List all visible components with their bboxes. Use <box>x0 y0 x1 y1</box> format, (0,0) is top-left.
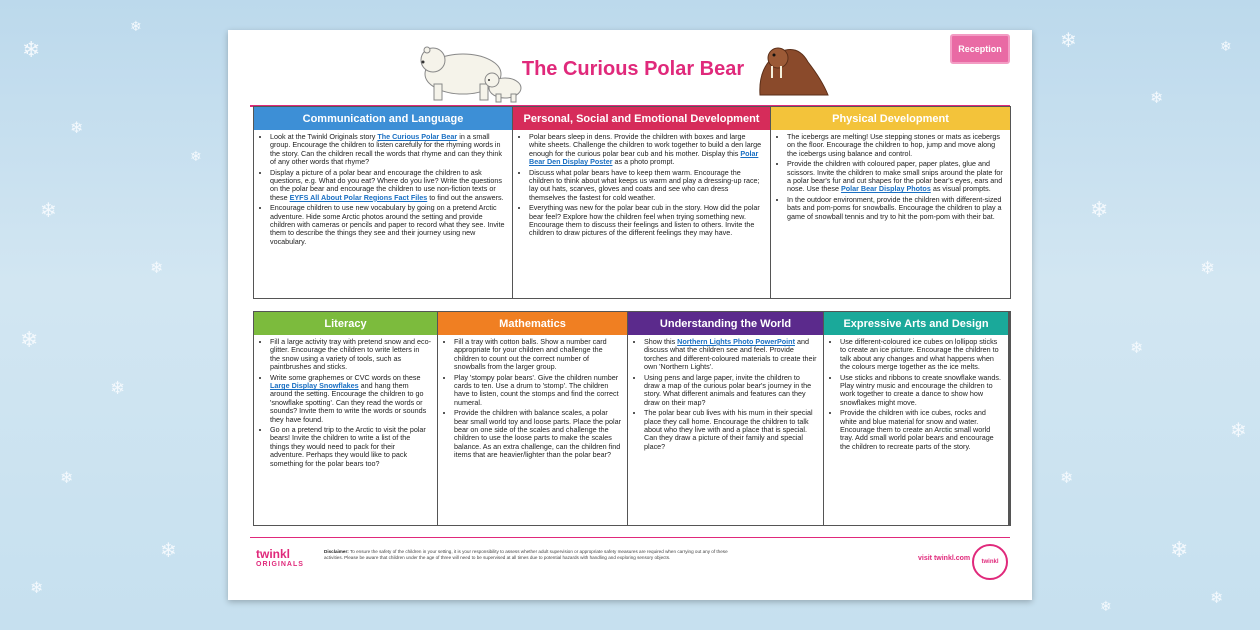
snowflake-icon: ❄ <box>22 38 41 63</box>
snowflake-icon: ❄ <box>20 328 39 353</box>
disclaimer-label: Disclaimer: <box>324 549 349 554</box>
section-mathematics <box>438 312 627 525</box>
activity-list <box>254 130 512 248</box>
activity-item <box>787 133 1004 158</box>
activity-item <box>787 160 1004 194</box>
section-personal <box>513 107 770 298</box>
activity-text: Everything was new for the polar bear cub in the story. How did the polar bear feel? Explore how the children feel when trying something new. Encourage them to discuss their feelings and listen to others. Invite the children to draw pictures of the different feelings they may have. <box>529 203 760 238</box>
twinkl-logo[interactable] <box>256 547 304 568</box>
activity-text: The polar bear cub lives with his mum in their special place they call home. Encourage the children to talk about who they live with and a place that is special. Can they draw a picture of their family and special place? <box>644 408 813 451</box>
activity-text: in a small group. Encourage the children to listen carefully for the rhyming words in the story. Can the children recall the words that rhyme and can they think of any other words that rhyme? <box>270 132 502 167</box>
activity-list <box>513 130 770 240</box>
activity-text: Provide the children with balance scales, a polar bear small world toy and loose parts. Place the polar bear on one side of the scales and challenge the children to use the loose parts to make the scales balance. As an extra challenge, can the children find items that are heavier/lighter than the polar bear? <box>454 408 621 460</box>
resource-link[interactable]: Northern Lights Photo PowerPoint <box>677 337 795 346</box>
activity-item <box>840 409 1002 451</box>
activity-text: The icebergs are melting! Use stepping stones or mats as icebergs on the floor. Encourage the children to hop, jump and move along the icebergs using balance and control. <box>787 132 1000 158</box>
activity-item <box>270 169 506 203</box>
activity-item <box>454 409 621 459</box>
twinkl-seal: twinkl <box>972 544 1008 580</box>
snowflake-icon: ❄ <box>1170 538 1189 563</box>
snowflake-icon: ❄ <box>1200 258 1216 279</box>
activity-item <box>840 374 1002 408</box>
snowflake-icon: ❄ <box>1220 39 1232 55</box>
section-physical <box>771 107 1010 298</box>
activity-text: Write some graphemes or CVC words on these <box>270 372 421 382</box>
activity-text: Provide the children with ice cubes, rocks and white and blue material for snow and water. Encourage them to create an Arctic small world tray. Add small world polar bears and encourage the children to recreate parts of the story. <box>840 408 994 451</box>
activity-text: Polar bears sleep in dens. Provide the children with boxes and large white sheets. Challenge the children to work together to build a den large enough for the curious polar bear cub and his mother. Display this <box>529 132 762 158</box>
activity-text: Play 'stompy polar bears'. Give the children number cards to ten. Use a drum to 'stomp'. The children have to listen, count the stomps and find the correct numeral. <box>454 372 619 407</box>
activity-item <box>270 426 431 468</box>
activity-item <box>270 133 506 167</box>
snowflake-icon: ❄ <box>40 198 57 222</box>
resource-link[interactable]: Large Display Snowflakes <box>270 381 359 391</box>
activity-text: Provide the children with coloured paper, paper plates, glue and scissors. Invite the children to make small snips around the plate for a polar bear's fur and cut shapes for the polar bear's eyes, ears and nose. Use these <box>787 159 1003 194</box>
section-heading: Understanding the World <box>628 312 823 335</box>
snowflake-icon: ❄ <box>60 468 74 487</box>
activity-list <box>824 335 1008 453</box>
activity-list <box>628 335 823 453</box>
snowflake-icon: ❄ <box>30 578 44 597</box>
section-heading: Communication and Language <box>254 107 512 130</box>
page-title: The Curious Polar Bear <box>521 58 745 80</box>
section-literacy <box>254 312 437 525</box>
reception-badge: Reception <box>950 34 1010 64</box>
activity-text: Discuss what polar bears have to keep them warm. Encourage the children to think about what keeps us warm and play a dressing-up race; lay out hats, scarves, gloves and coats and see who can dress themselves the fastest for cold weather. <box>529 167 760 202</box>
section-world <box>628 312 823 525</box>
snowflake-icon: ❄ <box>1130 338 1144 357</box>
activity-item <box>644 374 817 408</box>
activity-text: as visual prompts. <box>930 184 991 194</box>
activity-text: Go on a pretend trip to the Arctic to visit the polar bears! Invite the children to write a list of the things they would need to pack for their adventure. Perhaps they would like to pack something for the polar bears too? <box>270 425 426 468</box>
snowflake-icon: ❄ <box>1060 28 1077 52</box>
activity-item <box>454 374 621 408</box>
activity-text: and hang them around the setting. Encourage the children to go 'snowflake spotting'. Can they read the words or sounds? Invite them to write the words or sounds they have found. <box>270 381 427 424</box>
snowflake-icon: ❄ <box>1210 588 1224 607</box>
snowflake-icon: ❄ <box>130 19 142 35</box>
activity-item <box>529 133 764 167</box>
visit-link[interactable]: visit twinkl.com <box>918 555 971 562</box>
activity-text: Use sticks and ribbons to create snowflake wands. Play wintry music and encourage the children to work together to create a dance to show how snowflakes might move. <box>840 372 1001 407</box>
activity-text: Use different-coloured ice cubes on lollipop sticks to create an ice picture. Encourage the children to talk about any changes and what happens when the colours merge together as the ice melts. <box>840 337 999 372</box>
section-heading: Literacy <box>254 312 437 335</box>
snowflake-icon: ❄ <box>190 149 202 165</box>
activity-text: Display a picture of a polar bear and encourage the children to ask questions, e.g. What do you eat? Where do you live? Write the questions on the polar bear and encourage the children to use non-fiction texts or these <box>270 167 502 202</box>
bottom-row <box>253 311 1011 526</box>
activity-text: as a photo prompt. <box>612 157 675 167</box>
resource-link[interactable]: EYFS All About Polar Regions Fact Files <box>289 192 428 202</box>
top-row <box>253 106 1011 299</box>
activity-text: Show this <box>644 337 678 346</box>
activity-list <box>771 130 1010 223</box>
polar-bear-illustration <box>408 38 533 104</box>
disclaimer <box>324 549 744 561</box>
resource-link[interactable]: Polar Bear Display Photos <box>840 184 931 194</box>
activity-text: Encourage children to use new vocabulary by going on a pretend Arctic adventure. Hide some Arctic photos around the setting and provide children with cameras or pencils and paper to record what they see. Invite them to describe the things they see and their journey using new vocabulary. <box>270 203 505 246</box>
section-communication <box>254 107 512 298</box>
activity-list <box>438 335 627 462</box>
activity-item <box>454 338 621 372</box>
activity-item <box>644 338 817 372</box>
activity-item <box>787 196 1004 221</box>
activity-text: In the outdoor environment, provide the children with different-sized bats and pom-poms for snowballs. Encourage the children to play a game of snowball tennis and try to hit the pom-pom with their bat. <box>787 194 1002 221</box>
activity-sheet <box>228 30 1032 600</box>
activity-item <box>270 374 431 424</box>
snowflake-icon: ❄ <box>160 538 177 562</box>
activity-item <box>529 204 764 238</box>
activity-text: and discuss what the children see and feel. Provide torches and different-coloured materials to create their own 'Northern Lights'. <box>644 337 817 372</box>
activity-item <box>270 338 431 372</box>
activity-item <box>270 204 506 246</box>
logo-text: twinkl <box>256 547 291 561</box>
activity-text: to find out the answers. <box>427 192 504 202</box>
activity-text: Fill a large activity tray with pretend snow and eco-glitter. Encourage the children to write letters in the snow using a variety of tools, such as paintbrushes and sticks. <box>270 337 431 372</box>
section-heading: Mathematics <box>438 312 627 335</box>
resource-link[interactable]: The Curious Polar Bear <box>377 132 458 141</box>
activity-text: Fill a tray with cotton balls. Show a number card appropriate for your children and challenge the children to count out the correct number of snowballs from the larger group. <box>454 337 607 372</box>
resource-link[interactable]: Polar Bear Den Display Poster <box>529 148 759 167</box>
activity-list <box>254 335 437 470</box>
activity-item <box>529 169 764 203</box>
activity-text: Look at the Twinkl Originals story <box>270 132 378 141</box>
snowflake-icon: ❄ <box>1230 418 1247 442</box>
snowflake-icon: ❄ <box>110 378 126 399</box>
disclaimer-text: To ensure the safety of the children in your setting, it is your responsibility to assess whether adult supervision or appropriate safety measures are required when carrying out any of these activities. Please be aware that children under the age of three will need to be supervised at all times due to potential hazards with handling and exploring sensory objects. <box>324 549 728 560</box>
snowflake-icon: ❄ <box>1150 88 1164 107</box>
walrus-illustration <box>750 40 830 100</box>
activity-text: Using pens and large paper, invite the children to draw a map of the curious polar bear's journey in the story. What different animals and features can they draw on their map? <box>644 372 812 407</box>
section-heading: Personal, Social and Emotional Development <box>513 107 770 130</box>
section-heading: Expressive Arts and Design <box>824 312 1008 335</box>
logo-subtext: ORIGINALS <box>256 561 304 568</box>
snowflake-icon: ❄ <box>70 118 84 137</box>
snowflake-icon: ❄ <box>1090 198 1109 223</box>
activity-item <box>644 409 817 451</box>
section-heading: Physical Development <box>771 107 1010 130</box>
snowflake-icon: ❄ <box>1100 599 1112 615</box>
snowflake-icon: ❄ <box>150 258 164 277</box>
section-arts <box>824 312 1008 525</box>
footer-divider <box>250 537 1010 538</box>
activity-item <box>840 338 1002 372</box>
snowflake-icon: ❄ <box>1060 468 1074 487</box>
